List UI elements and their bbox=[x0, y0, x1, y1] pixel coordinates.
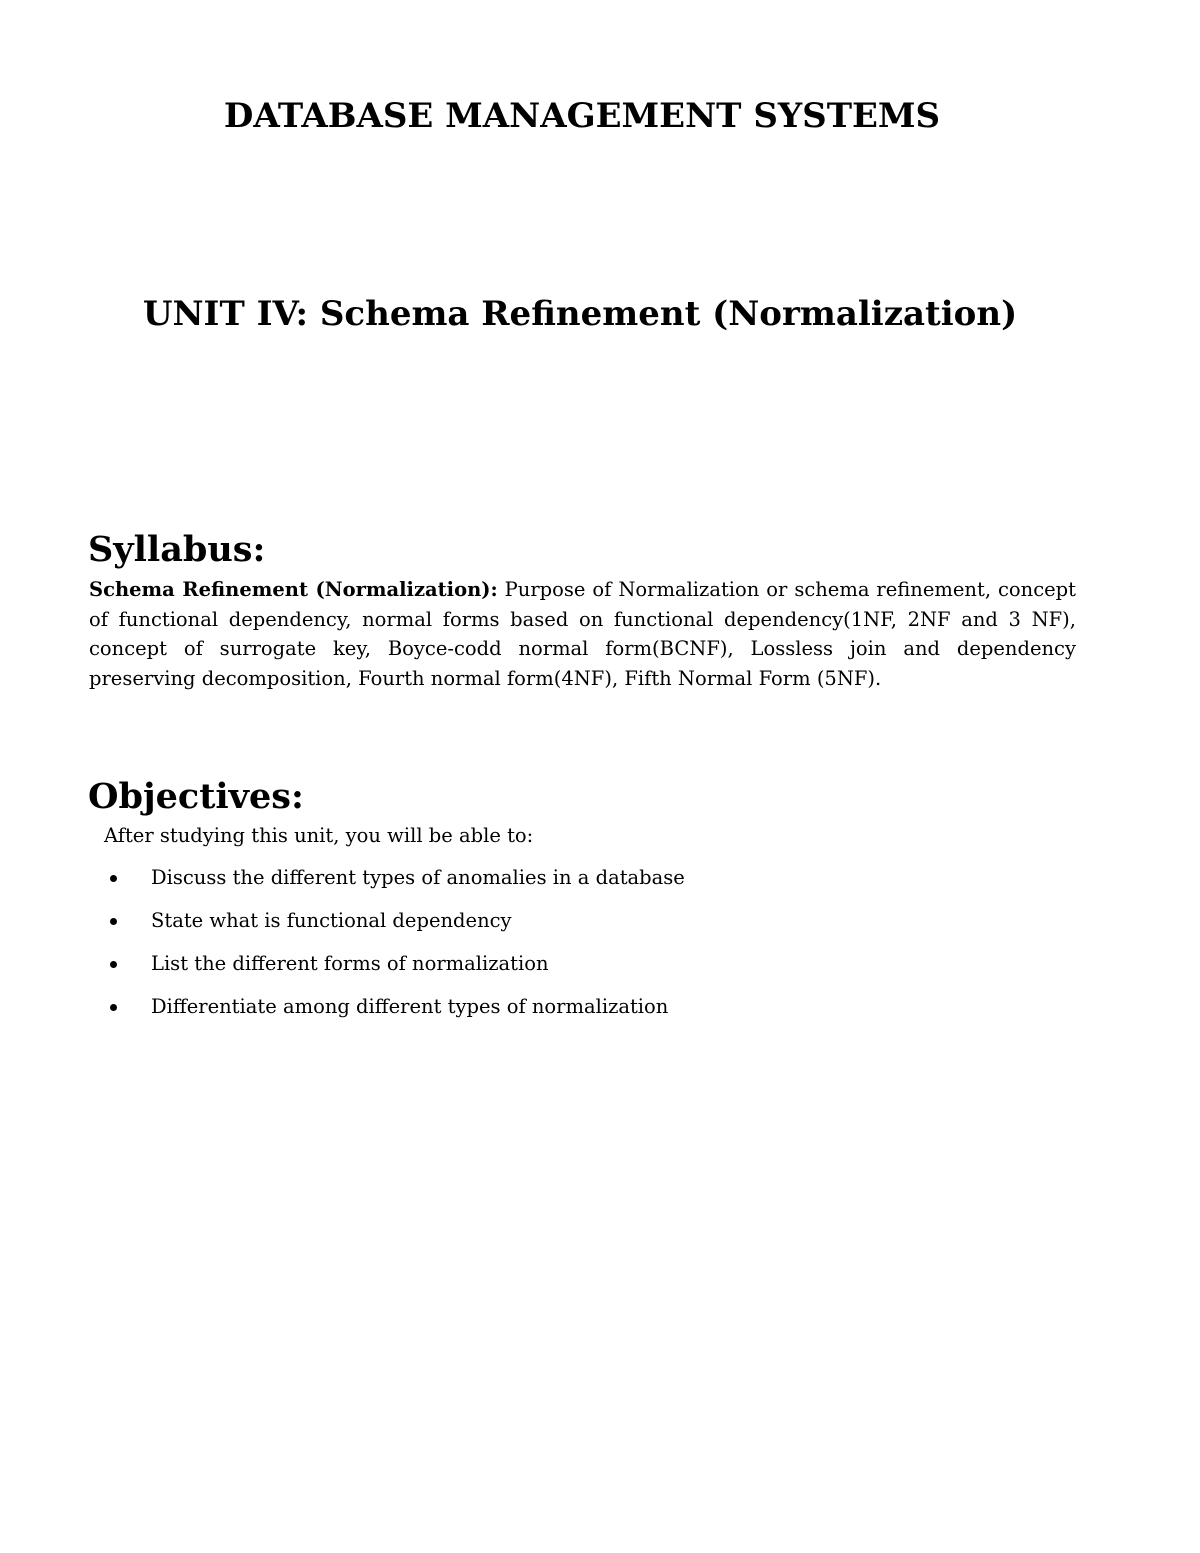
objectives-intro: After studying this unit, you will be able to: bbox=[104, 824, 534, 847]
bullet-icon bbox=[110, 961, 117, 968]
syllabus-paragraph bbox=[89, 575, 1076, 693]
objective-text: Discuss the different types of anomalies in a database bbox=[151, 866, 685, 889]
syllabus-body-text: Purpose of Normalization or schema refinement, concept of functional dependency, normal forms based on functional dependency(1NF, 2NF and 3 NF), concept of surrogate key, Boyce-codd normal form(BCNF), Lossless join and dependency preserving decomposition, Fourth normal form(4NF), Fifth Normal Form (5NF). bbox=[89, 578, 1076, 690]
bullet-icon bbox=[110, 875, 117, 882]
syllabus-lead: Schema Refinement (Normalization): bbox=[89, 578, 498, 601]
objectives-heading: Objectives: bbox=[88, 776, 304, 817]
document-title: DATABASE MANAGEMENT SYSTEMS bbox=[223, 96, 941, 136]
objective-text: List the different forms of normalization bbox=[151, 952, 549, 975]
bullet-icon bbox=[110, 1004, 117, 1011]
syllabus-heading: Syllabus: bbox=[88, 529, 266, 570]
objective-text: State what is functional dependency bbox=[151, 909, 512, 932]
unit-title: UNIT IV: Schema Refinement (Normalization) bbox=[142, 294, 1018, 334]
bullet-icon bbox=[110, 918, 117, 925]
objective-text: Differentiate among different types of normalization bbox=[151, 995, 669, 1018]
